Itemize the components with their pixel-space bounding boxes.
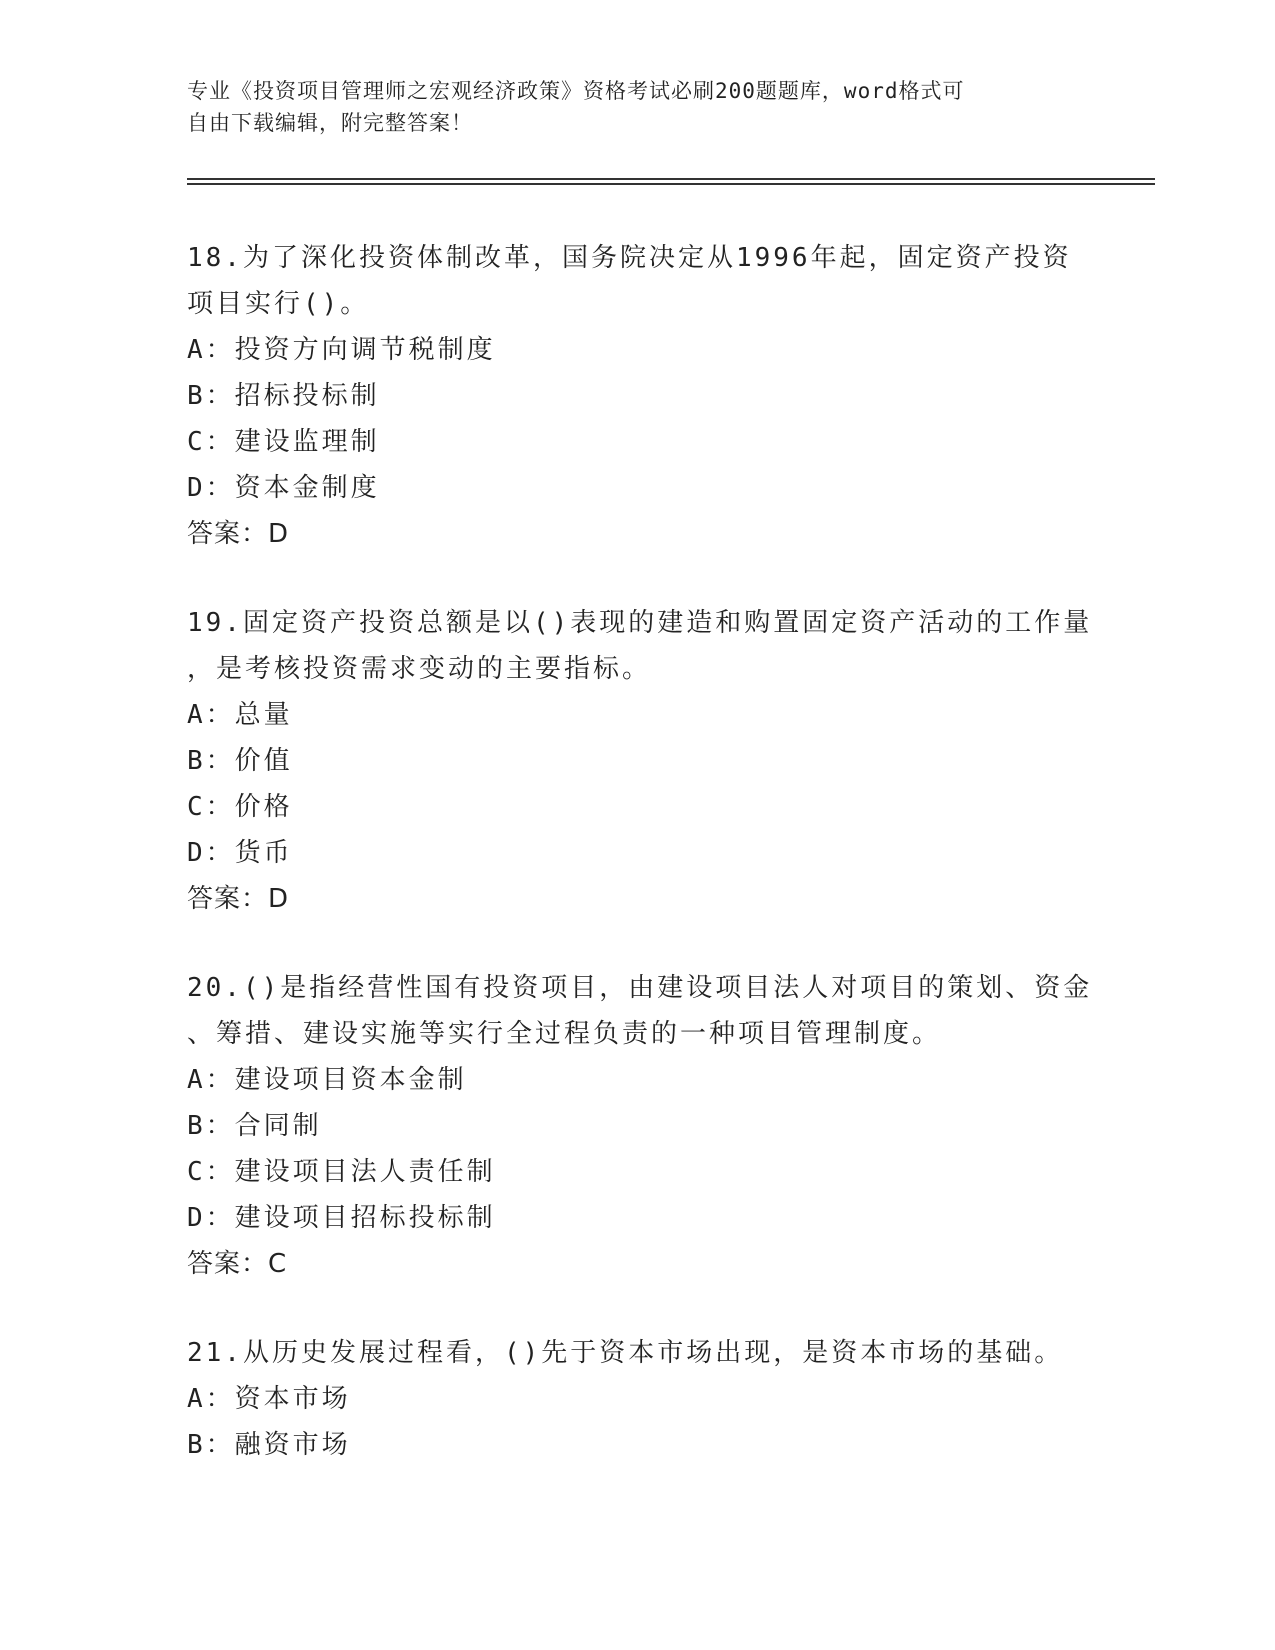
- question-18: [187, 235, 1087, 557]
- question-text-line: 19.固定资产投资总额是以()表现的建造和购置固定资产活动的工作量: [187, 608, 1093, 638]
- question-19: [187, 600, 1093, 922]
- option-d: D：资本金制度: [187, 473, 380, 503]
- option-b: B：融资市场: [187, 1430, 351, 1460]
- option-d: D：建设项目招标投标制: [187, 1203, 496, 1233]
- question-text-line: 项目实行()。: [187, 289, 370, 319]
- answer: 答案：D: [187, 519, 290, 549]
- option-a: A：投资方向调节税制度: [187, 335, 496, 365]
- header-divider-top: [187, 178, 1155, 180]
- question-text-line: ，是考核投资需求变动的主要指标。: [187, 654, 652, 684]
- option-c: C：建设项目法人责任制: [187, 1157, 496, 1187]
- question-text-line: 21.从历史发展过程看，()先于资本市场出现，是资本市场的基础。: [187, 1338, 1064, 1368]
- option-c: C：建设监理制: [187, 427, 380, 457]
- option-a: A：资本市场: [187, 1384, 351, 1414]
- header-line-2: 自由下载编辑，附完整答案！: [187, 111, 473, 135]
- option-b: B：价值: [187, 746, 293, 776]
- question-20: [187, 965, 1093, 1287]
- question-text-line: 20.()是指经营性国有投资项目，由建设项目法人对项目的策划、资金: [187, 973, 1093, 1003]
- header-divider-bottom: [187, 183, 1155, 185]
- header-line-1: 专业《投资项目管理师之宏观经济政策》资格考试必刷200题题库，word格式可: [187, 79, 965, 103]
- option-a: A：总量: [187, 700, 293, 730]
- document-header: [187, 75, 1087, 139]
- answer: 答案：C: [187, 1249, 288, 1279]
- question-21: [187, 1330, 1087, 1468]
- option-b: B：合同制: [187, 1111, 322, 1141]
- answer: 答案：D: [187, 884, 290, 914]
- option-d: D：货币: [187, 838, 293, 868]
- question-text-line: 18.为了深化投资体制改革，国务院决定从1996年起，固定资产投资: [187, 243, 1072, 273]
- option-c: C：价格: [187, 792, 293, 822]
- option-b: B：招标投标制: [187, 381, 380, 411]
- option-a: A：建设项目资本金制: [187, 1065, 467, 1095]
- question-text-line: 、筹措、建设实施等实行全过程负责的一种项目管理制度。: [187, 1019, 942, 1049]
